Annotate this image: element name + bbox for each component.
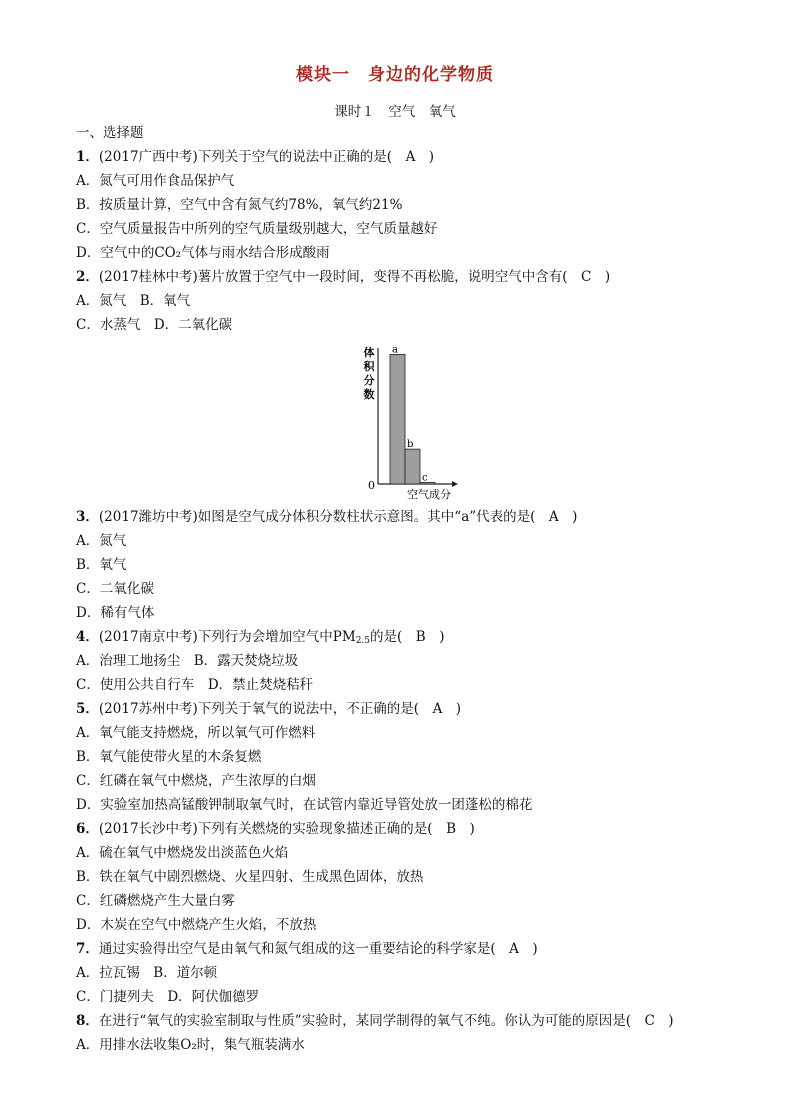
question-number: 2．	[76, 269, 99, 285]
option: C．空气质量报告中所列的空气质量级别越大，空气质量越好	[76, 221, 438, 237]
question-2	[76, 268, 610, 286]
question-8	[76, 1012, 674, 1030]
bar-a	[390, 354, 405, 484]
option: A．治理工地扬尘 B．露天焚烧垃圾	[76, 653, 299, 669]
question-6	[76, 820, 475, 838]
question-7	[76, 940, 538, 958]
bar-label-a: a	[392, 344, 398, 356]
option: A．氮气 B．氧气	[76, 293, 191, 309]
option: B．氧气	[76, 557, 127, 573]
option: B．铁在氧气中剧烈燃烧、火星四射、生成黑色固体，放热	[76, 869, 424, 885]
option: A．氮气可用作食品保护气	[76, 173, 235, 189]
question-stem: (2017潍坊中考)如图是空气成分体积分数柱状示意图。其中“a”代表的是( A )	[98, 509, 578, 525]
option: C．水蒸气 D．二氧化碳	[76, 317, 233, 333]
x-axis-arrow	[452, 481, 458, 487]
question-number: 4．	[76, 629, 99, 645]
option: A．拉瓦锡 B．道尔顿	[76, 965, 218, 981]
question-stem: (2017长沙中考)下列有关燃烧的实验现象描述正确的是( B )	[98, 821, 475, 837]
question-number: 3．	[76, 509, 99, 525]
question-number: 5．	[76, 701, 99, 717]
y-axis-label	[364, 345, 376, 401]
option: C．使用公共自行车 D．禁止焚烧秸秆	[76, 677, 314, 693]
question-stem: 在进行“氧气的实验室制取与性质”实验时，某同学制得的氧气不纯。你认为可能的原因是( C )	[98, 1013, 674, 1029]
bar-label-c: c	[422, 472, 428, 484]
option: D．空气中的CO₂气体与雨水结合形成酸雨	[76, 245, 330, 261]
bar-b	[405, 449, 420, 484]
air-composition-bar-chart	[348, 338, 468, 504]
y-axis-label-char: 数	[363, 388, 375, 401]
option: C．红磷燃烧产生大量白雾	[76, 893, 235, 909]
option: B．氧气能使带火星的木条复燃	[76, 749, 262, 765]
question-stem: (2017桂林中考)薯片放置于空气中一段时间，变得不再松脆，说明空气中含有( C )	[98, 269, 611, 285]
option: D．木炭在空气中燃烧产生火焰，不放热	[76, 917, 317, 933]
question-3	[76, 508, 577, 526]
bar-label-b: b	[407, 439, 414, 451]
question-1	[76, 148, 434, 166]
question-stem: (2017南京中考)下列行为会增加空气中$PM_{2.5}$的是( B )	[98, 629, 445, 646]
option: C．门捷列夫 D．阿伏伽德罗	[76, 989, 260, 1005]
question-number: 6．	[76, 821, 99, 837]
y-axis-label-char: 分	[363, 374, 375, 387]
page-subtitle: 课时１ 空气 氧气	[334, 104, 456, 120]
y-axis-label-char: 积	[363, 360, 375, 373]
option: C．二氧化碳	[76, 581, 154, 597]
x-axis-label: 空气成分	[407, 488, 451, 501]
option: C．红磷在氧气中燃烧，产生浓厚的白烟	[76, 773, 316, 789]
option: A．用排水法收集O₂时，集气瓶装满水	[76, 1037, 305, 1053]
page-title: 模块一 身边的化学物质	[296, 65, 494, 85]
question-number: 8．	[76, 1013, 99, 1029]
option: D．实验室加热高锰酸钾制取氧气时，在试管内靠近导管处放一团蓬松的棉花	[76, 797, 533, 813]
option: A．氮气	[76, 533, 127, 549]
y-axis-label-char: 体	[363, 346, 375, 359]
pm-subscript: 2.5	[355, 636, 371, 646]
question-number: 7．	[76, 941, 99, 957]
origin-label: 0	[368, 479, 375, 492]
option: A．硫在氧气中燃烧发出淡蓝色火焰	[76, 845, 289, 861]
option: D．稀有气体	[76, 605, 155, 621]
option: B．按质量计算，空气中含有氮气约78%，氧气约21%	[76, 197, 403, 213]
option: A．氧气能支持燃烧，所以氧气可作燃料	[76, 725, 316, 741]
question-5	[76, 700, 461, 718]
question-stem: (2017广西中考)下列关于空气的说法中正确的是( A )	[98, 149, 435, 165]
question-stem: 通过实验得出空气是由氧气和氮气组成的这一重要结论的科学家是( A )	[98, 941, 538, 957]
question-4	[76, 628, 445, 646]
question-stem: (2017苏州中考)下列关于氧气的说法中，不正确的是( A )	[98, 701, 462, 717]
question-number: 1．	[76, 149, 99, 165]
section-heading: 一、选择题	[76, 125, 144, 141]
